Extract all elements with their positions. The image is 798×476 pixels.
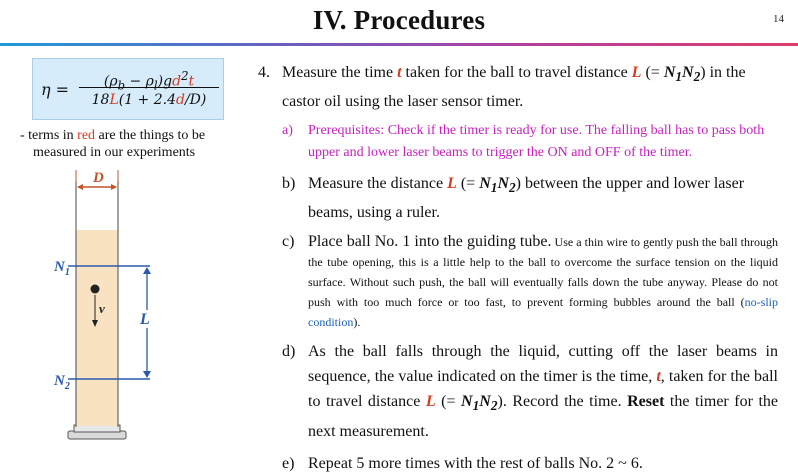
substep-c: c) Place ball No. 1 into the guiding tube. Use a thin wire to gently push the ball through the tube opening, this is a little help to the ball to overcome the surface tension on the liquid surface. Without such push, the ball will eventually falls down the tube anyway. Please do not push with too much force or too fast, to prevent forming bubbles around the ball (no-slip condition).: [282, 233, 778, 330]
formula-lhs: η =: [41, 80, 70, 99]
page-number: 14: [773, 13, 784, 25]
no-slip-term: no-slip condition: [308, 295, 778, 330]
slide-title: IV. Procedures: [312, 5, 486, 35]
formula-d-term: d: [172, 73, 182, 90]
title-divider: [0, 43, 798, 46]
substep-label: d): [282, 343, 296, 361]
label-N2: $N_2$: [54, 373, 70, 392]
substep-d: d) As the ball falls through the liquid, cutting off the laser beams in sequence, the value indicated on the timer is the time, t, taken for the ball to travel distance L (= $N_1N_2$). Record the time. Reset the timer for the next measurement.: [282, 339, 778, 443]
viscosity-formula-box: [32, 58, 224, 120]
formula-t-term: t: [188, 73, 195, 90]
formula-fraction: [79, 65, 219, 109]
formula-numerator: $(\rho_b - \rho_l)gd^2t$: [103, 69, 195, 93]
label-L: L: [140, 311, 150, 328]
substep-e: e) Repeat 5 more times with the rest of balls No. 2 ~ 6.: [282, 451, 778, 476]
procedure-steps: [258, 60, 778, 476]
substep-label: e): [282, 454, 295, 472]
substep-label: c): [282, 233, 295, 251]
formula-denominator: 18L(1 + 2.4d/D): [79, 87, 219, 109]
falling-ball-tube-diagram: [50, 165, 220, 447]
falling-ball: [91, 285, 100, 294]
castor-oil: [76, 230, 118, 426]
label-v: v: [99, 301, 105, 316]
step-4: 4. Measure the time t taken for the ball to travel distance L (= $N_1N_2$) in the castor oil using the laser sensor timer. a) Prerequisites: Check if the timer is ready for use. The falling ball has to pass both upper and lower laser beams to trigger the ON and OFF of the timer. b) Measure the distance L (= $N_1N_2$) between the upper and lower laser beams, using a ruler. c) Place ball No. 1 into the guiding tube. Use a thin wire to gently push the ball through the tube opening, this is a little help to the ball to overcome the surface tension on the liquid surface. Without such push, the ball will eventually falls down the tube anyway. Please do not push with too much force or too fast, to prevent forming bubbles around the ball (no-slip condition). d) As the ball falls through the liquid, cutting off the laser beams in sequence, the value indicated on the timer is the time, t, taken for the ball to travel distance L (= $N_1N_2$). Record the time. Reset the timer for the next measurement. e) Repeat 5 more times with the rest of balls No. 2 ~ 6.: [258, 60, 778, 476]
label-N1: $N_1$: [54, 259, 70, 278]
substep-label: a): [282, 123, 293, 139]
label-D: D: [93, 170, 104, 186]
formula-note: - terms in red are the things to be measured in our experiments: [20, 128, 206, 160]
step-number: 4.: [258, 64, 270, 81]
viscosity-formula: [41, 65, 219, 115]
formula-L-term: L: [109, 92, 119, 108]
substep-label: b): [282, 175, 296, 193]
tube-base: [68, 425, 126, 439]
substep-a: a) Prerequisites: Check if the timer is ready for use. The falling ball has to pass both upper and lower laser beams to trigger the ON and OFF of the timer.: [282, 120, 778, 164]
substep-b: b) Measure the distance L (= $N_1N_2$) between the upper and lower laser beams, using a ruler.: [282, 171, 778, 225]
